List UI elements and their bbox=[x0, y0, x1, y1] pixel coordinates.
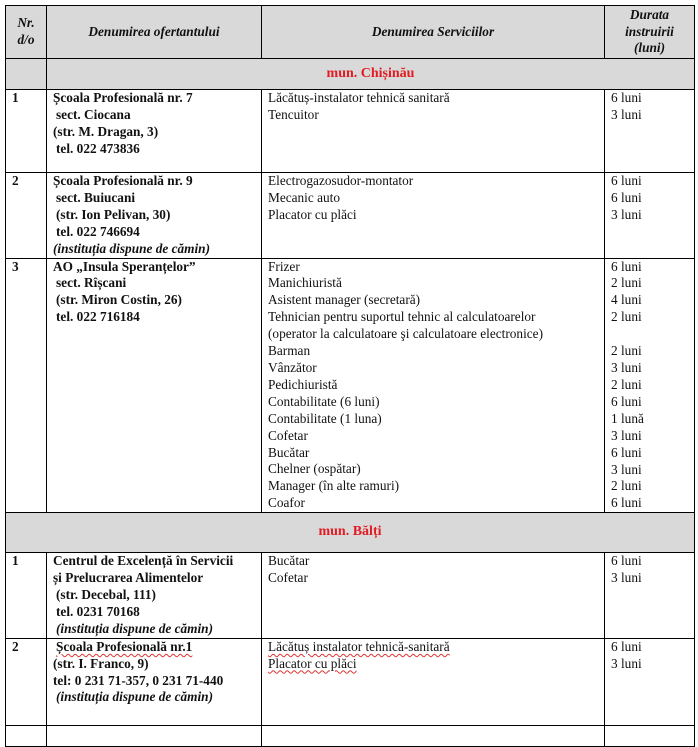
region-title: mun. Chișinău bbox=[47, 59, 695, 90]
provider-cell bbox=[47, 173, 262, 259]
service-item: Tehnician pentru suportul tehnic al calculatoarelor bbox=[268, 309, 536, 325]
duration-item: 2 luni bbox=[611, 478, 642, 494]
header-nr bbox=[6, 6, 47, 59]
service-item: Manager (în alte ramuri) bbox=[268, 478, 400, 494]
row-number: 2 bbox=[6, 173, 47, 259]
duration-item: 3 luni bbox=[611, 106, 642, 122]
provider-name: Școala Profesională nr.1 bbox=[56, 638, 193, 654]
row-number: 2 bbox=[6, 638, 47, 725]
service-item: (operator la calculatoare şi calculatoare electronice) bbox=[268, 326, 543, 342]
service-item: Placator cu plăci bbox=[268, 655, 357, 671]
duration-item: 6 luni bbox=[611, 189, 642, 205]
provider-phone: tel: 0 231 71-357, 0 231 71-440 bbox=[53, 672, 224, 688]
header-ofertant: Denumirea ofertantului bbox=[47, 6, 262, 59]
duration-item: 3 luni bbox=[611, 570, 642, 586]
table-row bbox=[6, 553, 695, 639]
region-title: mun. Bălți bbox=[6, 513, 695, 553]
duration-cell bbox=[605, 90, 695, 173]
service-item: Electrogazosudor-montator bbox=[268, 173, 414, 188]
duration-item: 2 luni bbox=[611, 275, 642, 291]
header-durata-line: Durata bbox=[629, 6, 670, 22]
provider-cell bbox=[47, 90, 262, 173]
duration-cell bbox=[605, 638, 695, 725]
provider-sector: sect. Buiucani bbox=[56, 189, 136, 205]
duration-item: 3 luni bbox=[611, 360, 642, 376]
header-nr-line: d/o bbox=[17, 32, 35, 47]
service-item: Cofetar bbox=[268, 427, 308, 443]
header-durata-line: instruirii bbox=[625, 23, 674, 39]
duration-cell bbox=[605, 258, 695, 513]
provider-name-cont: și Prelucrarea Alimentelor bbox=[53, 570, 204, 586]
row-number: 3 bbox=[6, 258, 47, 513]
service-item: Lăcătuș instalator tehnică-sanitară bbox=[268, 638, 450, 654]
provider-address: (str. Ion Pelivan, 30) bbox=[56, 206, 171, 222]
services-cell bbox=[262, 553, 605, 639]
duration-item: 2 luni bbox=[611, 343, 642, 359]
provider-name: Școala Profesională nr. 9 bbox=[53, 173, 193, 188]
provider-sector: sect. Ciocana bbox=[56, 106, 131, 122]
cutoff-cell bbox=[6, 725, 47, 746]
service-item: Coafor bbox=[268, 495, 305, 511]
duration-item: 4 luni bbox=[611, 292, 642, 308]
table-row bbox=[6, 173, 695, 259]
provider-address: (str. Decebal, 111) bbox=[56, 587, 156, 603]
table-header-row bbox=[6, 6, 695, 59]
duration-item: 6 luni bbox=[611, 444, 642, 460]
service-item: Placator cu plăci bbox=[268, 206, 357, 222]
duration-item: 2 luni bbox=[611, 376, 642, 392]
service-item: Chelner (ospătar) bbox=[268, 461, 361, 477]
table-row bbox=[6, 638, 695, 725]
duration-cell bbox=[605, 553, 695, 639]
service-item: Manichiuristă bbox=[268, 275, 342, 291]
duration-item: 3 luni bbox=[611, 206, 642, 222]
services-cell bbox=[262, 258, 605, 513]
table-row bbox=[6, 90, 695, 173]
duration-spacer bbox=[611, 326, 688, 343]
duration-item: 6 luni bbox=[611, 553, 642, 569]
provider-cell bbox=[47, 638, 262, 725]
training-offers-table bbox=[5, 5, 695, 747]
duration-item: 6 luni bbox=[611, 638, 642, 654]
table-row bbox=[6, 258, 695, 513]
region-row-chisinau bbox=[6, 59, 695, 90]
service-item: Contabilitate (6 luni) bbox=[268, 393, 380, 409]
provider-dormitory-note: (instituția dispune de cămin) bbox=[56, 689, 213, 705]
duration-item: 3 luni bbox=[611, 461, 642, 477]
services-cell bbox=[262, 173, 605, 259]
duration-item: 6 luni bbox=[611, 393, 642, 409]
provider-dormitory-note: (instituția dispune de cămin) bbox=[56, 620, 213, 636]
provider-phone: tel. 022 716184 bbox=[56, 309, 140, 325]
provider-cell bbox=[47, 258, 262, 513]
service-item: Barman bbox=[268, 343, 311, 359]
region-nr-empty bbox=[6, 59, 47, 90]
provider-phone: tel. 022 746694 bbox=[56, 223, 140, 239]
header-servicii: Denumirea Serviciilor bbox=[262, 6, 605, 59]
duration-item: 6 luni bbox=[611, 173, 642, 188]
duration-item: 6 luni bbox=[611, 90, 642, 105]
provider-address: (str. Miron Costin, 26) bbox=[56, 292, 182, 308]
cutoff-cell bbox=[47, 725, 262, 746]
provider-name: Centrul de Excelență în Servicii bbox=[53, 553, 234, 569]
provider-name: AO „Insula Speranțelor” bbox=[53, 258, 196, 274]
service-item: Tencuitor bbox=[268, 106, 319, 122]
service-item: Contabilitate (1 luna) bbox=[268, 410, 382, 426]
provider-dormitory-note: (instituția dispune de cămin) bbox=[53, 240, 210, 256]
provider-address: (str. M. Dragan, 3) bbox=[53, 123, 159, 139]
services-cell bbox=[262, 90, 605, 173]
cutoff-cell bbox=[262, 725, 605, 746]
provider-name: Școala Profesională nr. 7 bbox=[53, 90, 193, 105]
cutoff-cell bbox=[605, 725, 695, 746]
row-number: 1 bbox=[6, 553, 47, 639]
service-item: Vânzător bbox=[268, 359, 317, 375]
duration-item: 3 luni bbox=[611, 655, 642, 671]
service-item: Bucătar bbox=[268, 553, 310, 569]
header-nr-line: Nr. bbox=[17, 15, 35, 31]
duration-item: 2 luni bbox=[611, 309, 642, 325]
provider-sector: sect. Rîșcani bbox=[56, 275, 127, 291]
service-item: Asistent manager (secretară) bbox=[268, 292, 421, 308]
duration-item: 1 lună bbox=[611, 410, 644, 426]
duration-item: 6 luni bbox=[611, 495, 642, 511]
header-durata bbox=[605, 6, 695, 59]
service-item: Cofetar bbox=[268, 570, 308, 586]
region-row-balti bbox=[6, 513, 695, 553]
service-item: Mecanic auto bbox=[268, 189, 340, 205]
table-row-cutoff bbox=[6, 725, 695, 746]
services-cell bbox=[262, 638, 605, 725]
duration-item: 3 luni bbox=[611, 427, 642, 443]
provider-cell bbox=[47, 553, 262, 639]
service-item: Bucătar bbox=[268, 444, 310, 460]
duration-cell bbox=[605, 173, 695, 259]
header-durata-line: (luni) bbox=[633, 40, 666, 56]
service-item: Frizer bbox=[268, 258, 300, 274]
provider-address: (str. I. Franco, 9) bbox=[53, 655, 149, 671]
service-item: Pedichiuristă bbox=[268, 376, 338, 392]
duration-item: 6 luni bbox=[611, 258, 642, 274]
provider-phone: tel. 022 473836 bbox=[56, 140, 140, 156]
row-number: 1 bbox=[6, 90, 47, 173]
service-item: Lăcătuș-instalator tehnică sanitară bbox=[268, 90, 450, 105]
provider-phone: tel. 0231 70168 bbox=[56, 603, 140, 619]
